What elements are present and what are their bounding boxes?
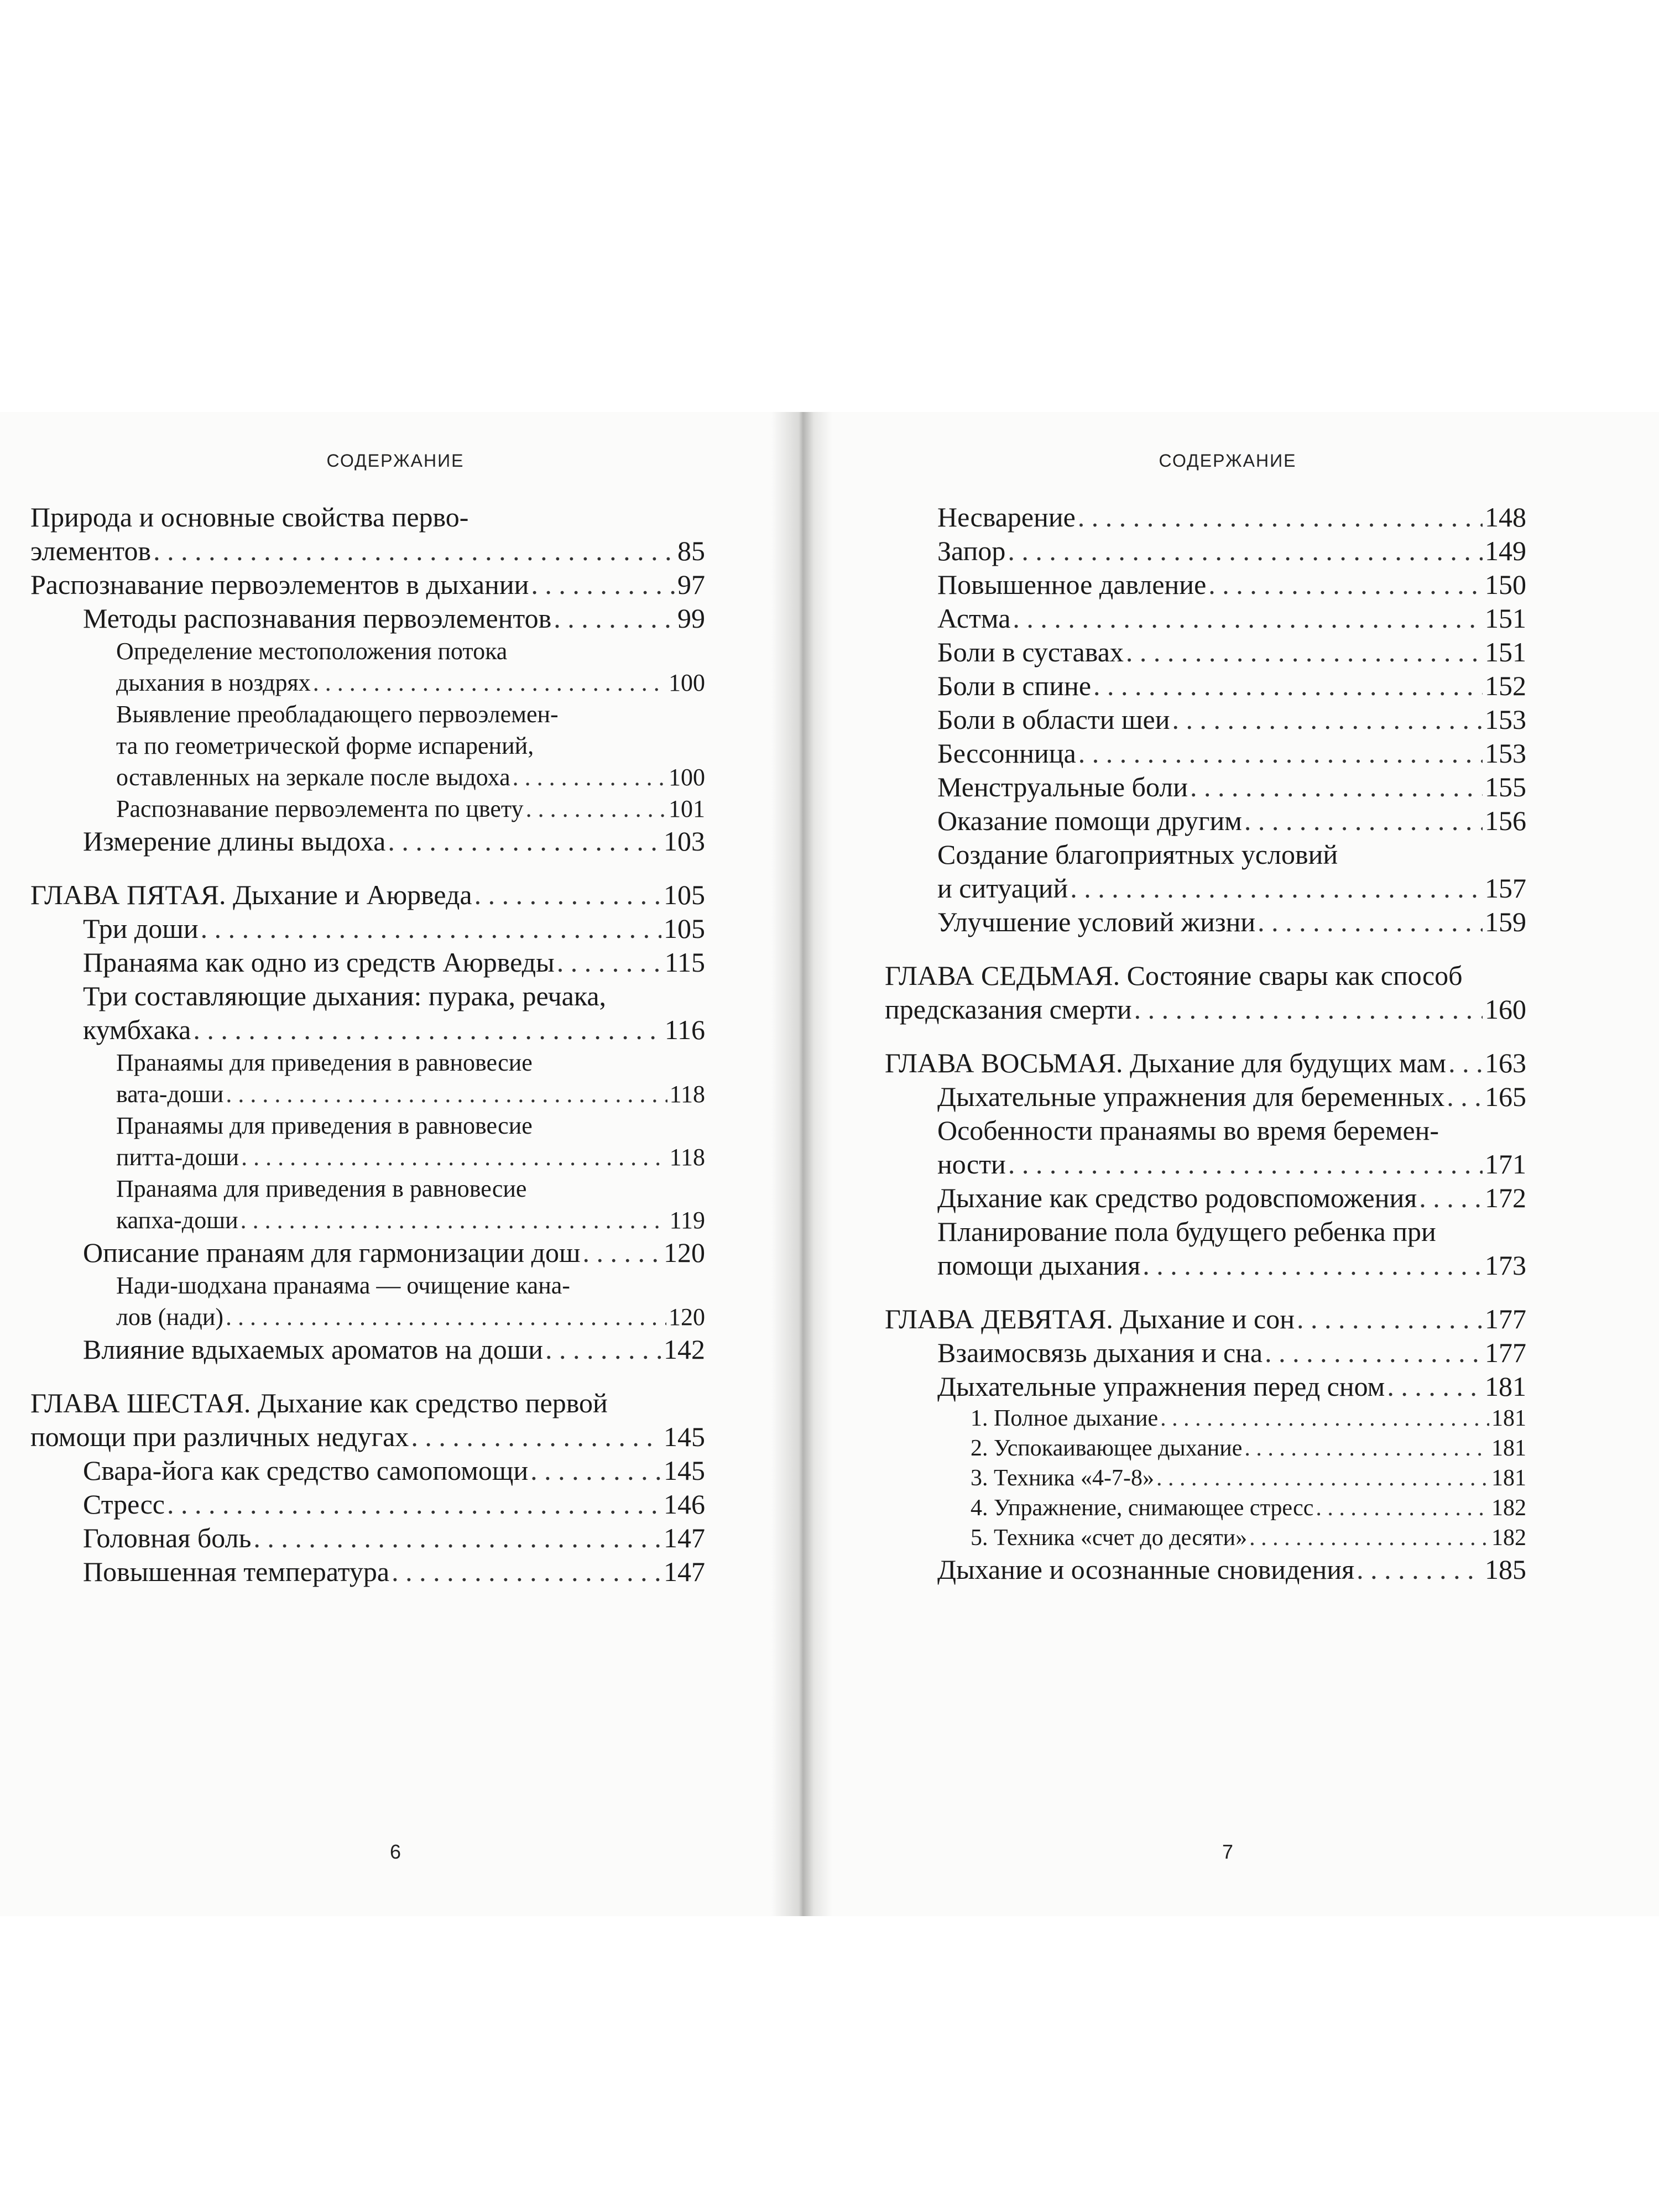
toc-page-number: 116 <box>664 1014 705 1045</box>
dot-leader <box>1078 500 1483 534</box>
toc-page-number: 173 <box>1485 1250 1526 1281</box>
dot-leader <box>1244 804 1483 838</box>
toc-page-number: 165 <box>1485 1081 1526 1112</box>
toc-entry-title-line: ГЛАВА ДЕВЯТАЯ. Дыхание и сон <box>885 1303 1295 1334</box>
dot-leader <box>1258 905 1483 939</box>
toc-entry <box>971 1463 1526 1493</box>
toc-page-number: 150 <box>1485 569 1526 600</box>
toc-entry <box>83 1488 705 1521</box>
dot-leader <box>1244 1433 1489 1463</box>
dot-leader <box>1013 602 1483 635</box>
toc-entry-title-line: питта-доши <box>116 1144 239 1171</box>
toc-entry <box>83 979 705 1047</box>
toc-entry <box>83 1236 705 1270</box>
toc-entry <box>83 946 705 979</box>
dot-leader <box>1265 1336 1483 1370</box>
toc-entry <box>937 770 1526 804</box>
dot-leader <box>583 1236 661 1270</box>
toc-entry <box>83 1333 705 1366</box>
toc-entry-title-line: дыхания в ноздрях <box>116 669 311 696</box>
toc-page-number: 182 <box>1491 1495 1526 1521</box>
toc-page-number: 163 <box>1485 1047 1526 1078</box>
right-page <box>796 412 1659 1916</box>
toc-entry-title-line: Взаимосвязь дыхания и сна <box>937 1337 1263 1368</box>
toc-list <box>30 500 705 1589</box>
toc-entry <box>937 500 1526 534</box>
dot-leader <box>201 912 661 946</box>
dot-leader <box>545 1333 661 1366</box>
toc-entry <box>83 1555 705 1589</box>
toc-entry <box>971 1523 1526 1553</box>
dot-leader <box>1208 568 1483 602</box>
toc-entry-title-line: Улучшение условий жизни <box>937 906 1256 937</box>
toc-entry-title-line: Боли в спине <box>937 670 1092 701</box>
dot-leader <box>226 1078 667 1110</box>
toc-entry-title-line: кумбхака <box>83 1014 191 1045</box>
toc-entry <box>83 912 705 946</box>
toc-entry-title-line: помощи при различных недугах <box>30 1421 409 1452</box>
dot-leader <box>1070 872 1483 905</box>
dot-leader <box>531 568 675 602</box>
toc-entry-title-line: Выявление преобладающего первоэлемен- <box>116 701 559 728</box>
toc-page-number: 145 <box>664 1421 705 1452</box>
toc-entry-title-line: Распознавание первоэлемента по цвету <box>116 795 524 822</box>
toc-entry-title-line: Создание благоприятных условий <box>937 839 1338 870</box>
toc-page-number: 181 <box>1491 1436 1526 1461</box>
dot-leader <box>1093 669 1483 703</box>
toc-page-number: 156 <box>1485 805 1526 836</box>
toc-entry-title-line: Нади-шодхана пранаяма — очищение кана- <box>116 1272 570 1299</box>
dot-leader <box>388 825 661 858</box>
toc-entry <box>937 1181 1526 1215</box>
toc-entry-title-line: ности <box>937 1149 1006 1180</box>
toc-entry-title-line: Свара-йога как средство самопомощи <box>83 1455 529 1486</box>
toc-page-number: 100 <box>669 764 705 791</box>
running-head: СОДЕРЖАНИЕ <box>1159 451 1297 471</box>
dot-leader <box>513 761 666 793</box>
toc-entry-title-line: Боли в области шеи <box>937 704 1170 735</box>
dot-leader <box>1249 1523 1489 1553</box>
toc-chapter-entry <box>885 1302 1526 1336</box>
toc-entry-title-line: та по геометрической форме испарений, <box>116 732 534 759</box>
toc-page-number: 177 <box>1485 1337 1526 1368</box>
toc-page-number: 151 <box>1485 603 1526 634</box>
toc-entry <box>971 1493 1526 1523</box>
toc-page-number: 155 <box>1485 771 1526 802</box>
toc-page-number: 148 <box>1485 502 1526 533</box>
dot-leader <box>153 534 675 568</box>
toc-entry <box>83 1454 705 1488</box>
toc-entry <box>937 568 1526 602</box>
toc-entry <box>937 1553 1526 1587</box>
toc-entry-title-line: Бессонница <box>937 738 1076 769</box>
dot-leader <box>1008 1147 1483 1181</box>
dot-leader <box>241 1141 667 1173</box>
toc-entry-title-line: оставленных на зеркале после выдоха <box>116 764 510 791</box>
page-number: 6 <box>389 1840 401 1863</box>
dot-leader <box>1160 1404 1489 1433</box>
toc-entry <box>971 1404 1526 1433</box>
toc-entry-title-line: Дыхательные упражнения перед сном <box>937 1371 1385 1402</box>
toc-entry-title-line: 4. Упражнение, снимающее стресс <box>971 1495 1314 1521</box>
toc-entry-title-line: Оказание помощи другим <box>937 805 1242 836</box>
toc-chapter-entry <box>885 959 1526 1026</box>
toc-page-number: 159 <box>1485 906 1526 937</box>
toc-entry-title-line: Менструальные боли <box>937 771 1188 802</box>
dot-leader <box>1316 1493 1489 1523</box>
dot-leader <box>1297 1302 1483 1336</box>
toc-page-number: 181 <box>1485 1371 1526 1402</box>
toc-page-number: 147 <box>664 1522 705 1553</box>
toc-entry <box>30 500 705 568</box>
dot-leader <box>526 793 666 825</box>
toc-page-number: 172 <box>1485 1182 1526 1213</box>
dot-leader <box>193 1013 662 1047</box>
toc-page-number: 120 <box>669 1303 705 1331</box>
toc-page-number: 100 <box>669 669 705 696</box>
dot-leader <box>1134 993 1483 1026</box>
toc-entry <box>937 1080 1526 1114</box>
dot-leader <box>1126 635 1483 669</box>
toc-entry <box>937 838 1526 905</box>
dot-leader <box>557 946 662 979</box>
dot-leader <box>474 878 661 912</box>
toc-entry-title-line: Планирование пола будущего ребенка при <box>937 1216 1436 1247</box>
toc-page-number: 142 <box>664 1334 705 1365</box>
dot-leader <box>253 1521 661 1555</box>
toc-page-number: 101 <box>669 795 705 822</box>
dot-leader <box>1357 1553 1483 1587</box>
toc-entry-title-line: Три составляющие дыхания: пурака, речака, <box>83 980 607 1011</box>
dot-leader <box>1447 1080 1483 1114</box>
toc-entry <box>30 568 705 602</box>
toc-chapter-entry <box>30 878 705 912</box>
dot-leader <box>1387 1370 1483 1404</box>
toc-entry-title-line: помощи дыхания <box>937 1250 1141 1281</box>
toc-entry-title-line: Распознавание первоэлементов в дыхании <box>30 569 529 600</box>
toc-entry-title-line: Измерение длины выдоха <box>83 826 386 857</box>
toc-page-number: 153 <box>1485 738 1526 769</box>
toc-entry <box>116 1047 705 1110</box>
toc-entry-title-line: Несварение <box>937 502 1076 533</box>
toc-entry <box>937 905 1526 939</box>
toc-entry <box>83 825 705 858</box>
toc-entry-title-line: 1. Полное дыхание <box>971 1406 1159 1431</box>
toc-entry-title-line: капха-доши <box>116 1207 238 1234</box>
toc-entry-title-line: Пранаямы для приведения в равновесие <box>116 1049 533 1076</box>
toc-page-number: 152 <box>1485 670 1526 701</box>
dot-leader <box>554 602 675 635</box>
toc-entry <box>937 602 1526 635</box>
toc-entry <box>937 669 1526 703</box>
toc-page-number: 85 <box>677 535 705 566</box>
toc-page-number: 105 <box>664 913 705 944</box>
dot-leader <box>1172 703 1483 737</box>
toc-entry-title-line: Запор <box>937 535 1006 566</box>
dot-leader <box>1419 1181 1483 1215</box>
toc-page-number: 145 <box>664 1455 705 1486</box>
toc-page-number: 105 <box>664 879 705 910</box>
toc-entry-title-line: Пранаяма для приведения в равновесие <box>116 1175 527 1202</box>
toc-page-number: 99 <box>677 603 705 634</box>
dot-leader <box>1142 1249 1483 1282</box>
running-head: СОДЕРЖАНИЕ <box>326 451 465 471</box>
toc-entry <box>116 1270 705 1333</box>
left-page <box>0 412 791 1916</box>
toc-page-number: 103 <box>664 826 705 857</box>
dot-leader <box>226 1301 666 1333</box>
toc-entry-title-line: и ситуаций <box>937 873 1068 904</box>
toc-page-number: 147 <box>664 1556 705 1587</box>
toc-entry-title-line: Описание пранаям для гармонизации дош <box>83 1237 581 1268</box>
toc-entry-title-line: ГЛАВА СЕДЬМАЯ. Состояние свары как способ <box>885 960 1463 991</box>
dot-leader <box>167 1488 661 1521</box>
toc-entry-title-line: Определение местоположения потока <box>116 638 508 665</box>
toc-page-number: 171 <box>1485 1149 1526 1180</box>
toc-entry-title-line: ГЛАВА ВОСЬМАЯ. Дыхание для будущих мам <box>885 1047 1447 1078</box>
toc-entry-title-line: предсказания смерти <box>885 994 1132 1025</box>
toc-entry-title-line: Стресс <box>83 1489 165 1520</box>
toc-entry <box>937 703 1526 737</box>
toc-entry-title-line: Головная боль <box>83 1522 252 1553</box>
toc-entry <box>937 1215 1526 1282</box>
toc-entry-title-line: элементов <box>30 535 152 566</box>
toc-page-number: 153 <box>1485 704 1526 735</box>
toc-entry <box>937 1336 1526 1370</box>
toc-page-number: 177 <box>1485 1303 1526 1334</box>
toc-entry-title-line: Повышенная температура <box>83 1556 390 1587</box>
toc-page-number: 149 <box>1485 535 1526 566</box>
toc-entry <box>937 737 1526 770</box>
page-number: 7 <box>1222 1840 1234 1863</box>
dot-leader <box>1156 1463 1489 1493</box>
toc-entry-title-line: 3. Техника «4-7-8» <box>971 1465 1154 1491</box>
toc-entry-title-line: Влияние вдыхаемых ароматов на доши <box>83 1334 544 1365</box>
toc-page-number: 118 <box>669 1081 705 1108</box>
toc-entry-title-line: Пранаямы для приведения в равновесие <box>116 1112 533 1139</box>
toc-entry <box>83 602 705 635</box>
toc-entry-title-line: Дыхательные упражнения для беременных <box>937 1081 1445 1112</box>
toc-page-number: 146 <box>664 1489 705 1520</box>
toc-chapter-entry <box>885 1046 1526 1080</box>
dot-leader <box>313 667 666 698</box>
toc-entry <box>83 1521 705 1555</box>
dot-leader <box>530 1454 661 1488</box>
dot-leader <box>1078 737 1483 770</box>
dot-leader <box>411 1420 661 1454</box>
toc-entry-title-line: Природа и основные свойства перво- <box>30 502 469 533</box>
toc-page-number: 185 <box>1485 1554 1526 1585</box>
toc-page-number: 118 <box>669 1144 705 1171</box>
toc-entry-title-line: ГЛАВА ШЕСТАЯ. Дыхание как средство первой <box>30 1387 608 1418</box>
toc-list <box>885 500 1526 1587</box>
toc-page-number: 182 <box>1491 1525 1526 1551</box>
toc-entry-title-line: лов (нади) <box>116 1303 224 1331</box>
toc-entry <box>116 793 705 825</box>
toc-entry <box>116 635 705 698</box>
toc-page-number: 120 <box>664 1237 705 1268</box>
toc-page-number: 181 <box>1491 1465 1526 1491</box>
toc-entry-title-line: Дыхание как средство родовспоможения <box>937 1182 1417 1213</box>
toc-entry-title-line: Астма <box>937 603 1011 634</box>
toc-entry <box>937 635 1526 669</box>
toc-page-number: 119 <box>669 1207 705 1234</box>
toc-entry-title-line: Особенности пранаямы во время беремен- <box>937 1115 1439 1146</box>
toc-entry-title-line: Методы распознавания первоэлементов <box>83 603 552 634</box>
toc-page-number: 181 <box>1491 1406 1526 1431</box>
toc-entry <box>116 1173 705 1236</box>
toc-entry-title-line: Пранаяма как одно из средств Аюрведы <box>83 947 555 978</box>
toc-chapter-entry <box>30 1386 705 1454</box>
toc-entry <box>937 534 1526 568</box>
toc-entry <box>116 698 705 793</box>
toc-entry-title-line: 2. Успокаивающее дыхание <box>971 1436 1243 1461</box>
toc-page-number: 97 <box>677 569 705 600</box>
toc-entry-title-line: Боли в суставах <box>937 637 1124 667</box>
dot-leader <box>392 1555 661 1589</box>
dot-leader <box>1008 534 1483 568</box>
toc-entry-title-line: 5. Техника «счет до десяти» <box>971 1525 1248 1551</box>
toc-entry-title-line: Повышенное давление <box>937 569 1207 600</box>
toc-page-number: 157 <box>1485 873 1526 904</box>
toc-entry <box>116 1110 705 1173</box>
toc-entry <box>937 1370 1526 1404</box>
toc-entry <box>937 1114 1526 1181</box>
toc-entry-title-line: ГЛАВА ПЯТАЯ. Дыхание и Аюрведа <box>30 879 472 910</box>
toc-entry <box>971 1433 1526 1463</box>
dot-leader <box>241 1204 667 1236</box>
dot-leader <box>1190 770 1483 804</box>
book-gutter <box>771 412 832 1916</box>
toc-entry-title-line: Дыхание и осознанные сновидения <box>937 1554 1355 1585</box>
dot-leader <box>1448 1046 1483 1080</box>
toc-entry <box>937 804 1526 838</box>
toc-page-number: 160 <box>1485 994 1526 1025</box>
toc-page-number: 115 <box>664 947 705 978</box>
toc-entry-title-line: вата-доши <box>116 1081 224 1108</box>
toc-page-number: 151 <box>1485 637 1526 667</box>
toc-entry-title-line: Три доши <box>83 913 199 944</box>
